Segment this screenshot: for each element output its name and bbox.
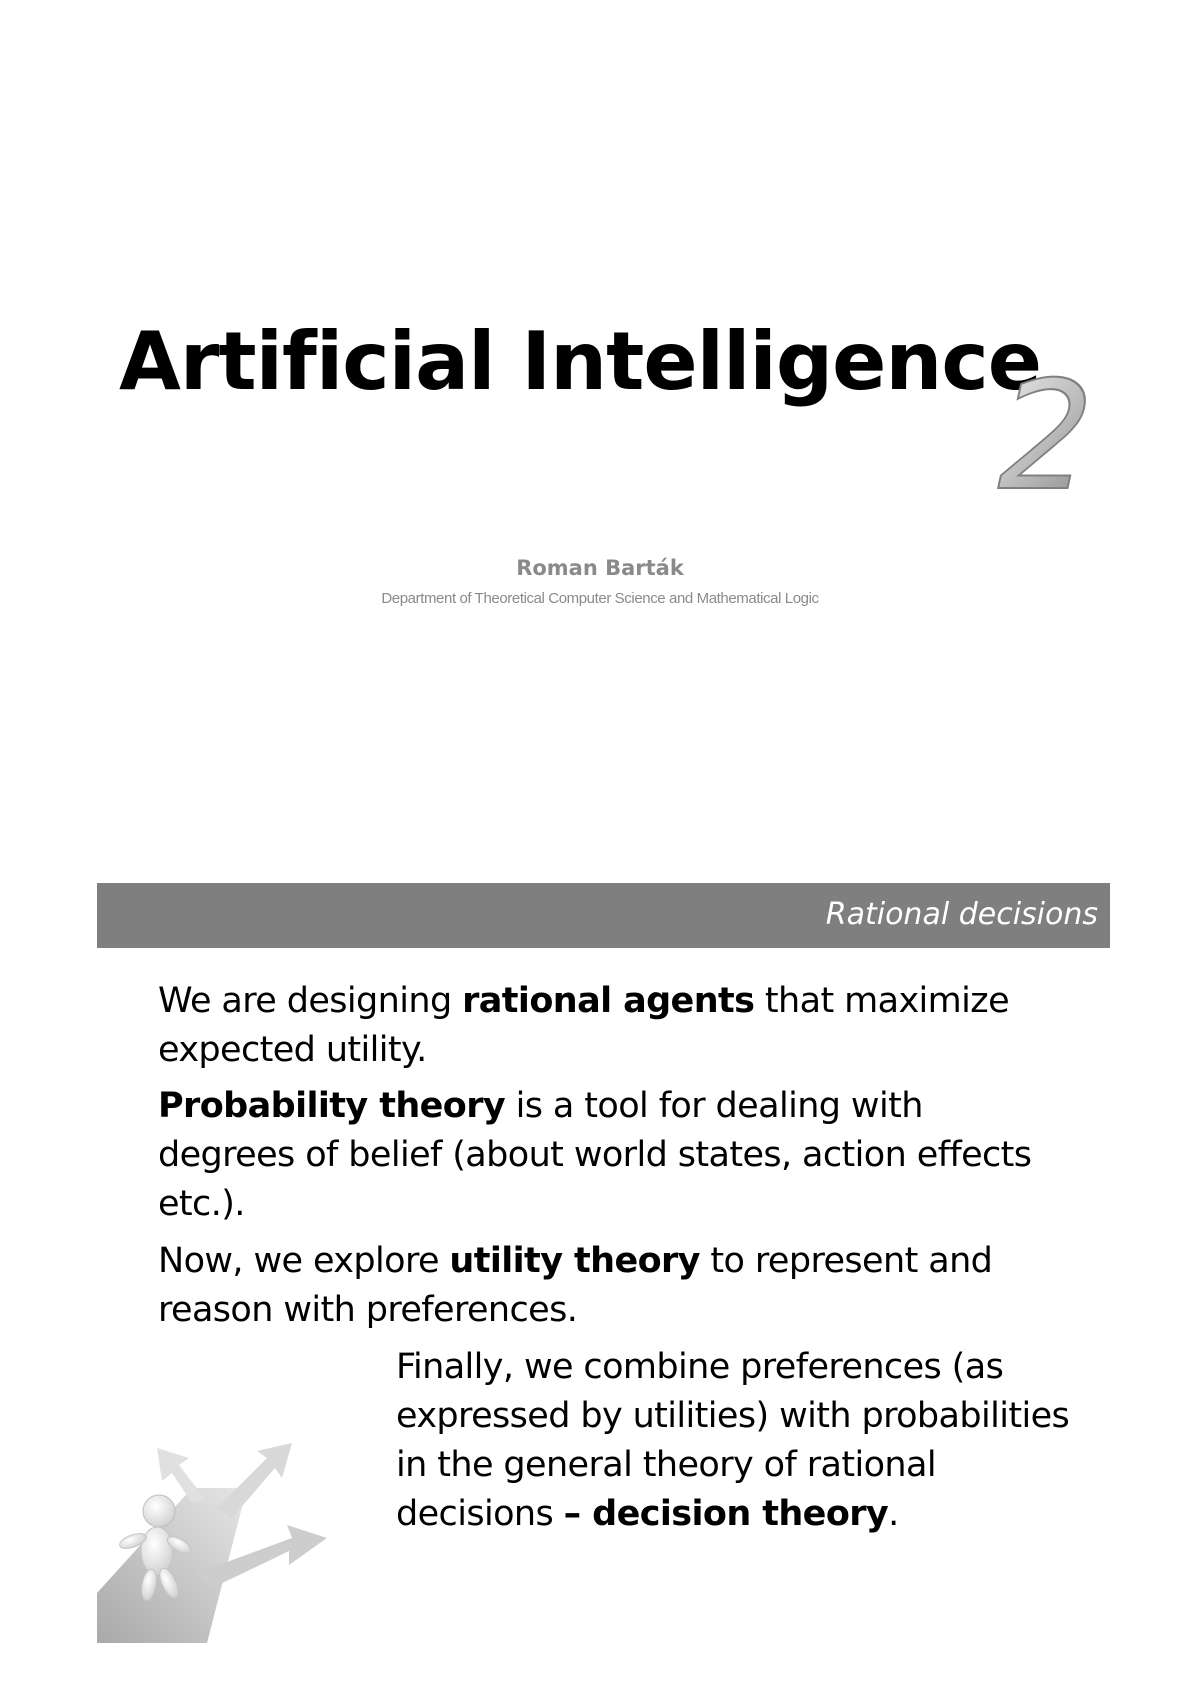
content-slide: [97, 883, 1110, 1643]
slide-header-title: Rational decisions: [825, 897, 1098, 932]
p4-bold-decision-theory: – decision theory: [563, 1494, 889, 1534]
p4-text-1: Finally, we combine preferences (as expressed by utilities) with probabilities in the general theory of rational decisions: [396, 1347, 1070, 1534]
p1-text-1: We are designing: [158, 981, 463, 1021]
p3-text-1: Now, we explore: [158, 1241, 450, 1281]
paragraph-utility-theory: [158, 1237, 1058, 1335]
slide-header-bar: [97, 883, 1110, 948]
subscript-two-graphic: [979, 348, 1113, 524]
author-name: Roman Barták: [516, 556, 684, 580]
paragraph-probability-theory: [158, 1082, 1058, 1229]
paragraph-decision-theory: [396, 1343, 1076, 1539]
paragraph-rational-agents: [158, 977, 1058, 1075]
p1-bold-rational-agents: rational agents: [462, 981, 755, 1021]
crossroads-figure-illustration: [97, 1433, 337, 1643]
main-title-text: Artificial Intelligence: [119, 315, 1041, 408]
subscript-two-text: 2: [979, 348, 1113, 524]
p3-text-2: to represent and reason with preferences.: [158, 1241, 993, 1330]
department-name: Department of Theoretical Computer Science and Mathematical Logic: [381, 590, 819, 607]
p3-bold-utility-theory: utility theory: [449, 1241, 700, 1281]
title-slide: [0, 0, 1200, 820]
p4-text-2: .: [888, 1494, 899, 1534]
p2-bold-probability-theory: Probability theory: [158, 1086, 506, 1126]
left-arrow-branch: [157, 1448, 205, 1503]
p1-text-2: that maximize expected utility.: [158, 981, 1010, 1070]
upper-arrow-branch: [217, 1443, 292, 1518]
p2-text-1: is a tool for dealing with degrees of belief (about world states, action effects etc.).: [158, 1086, 1032, 1224]
